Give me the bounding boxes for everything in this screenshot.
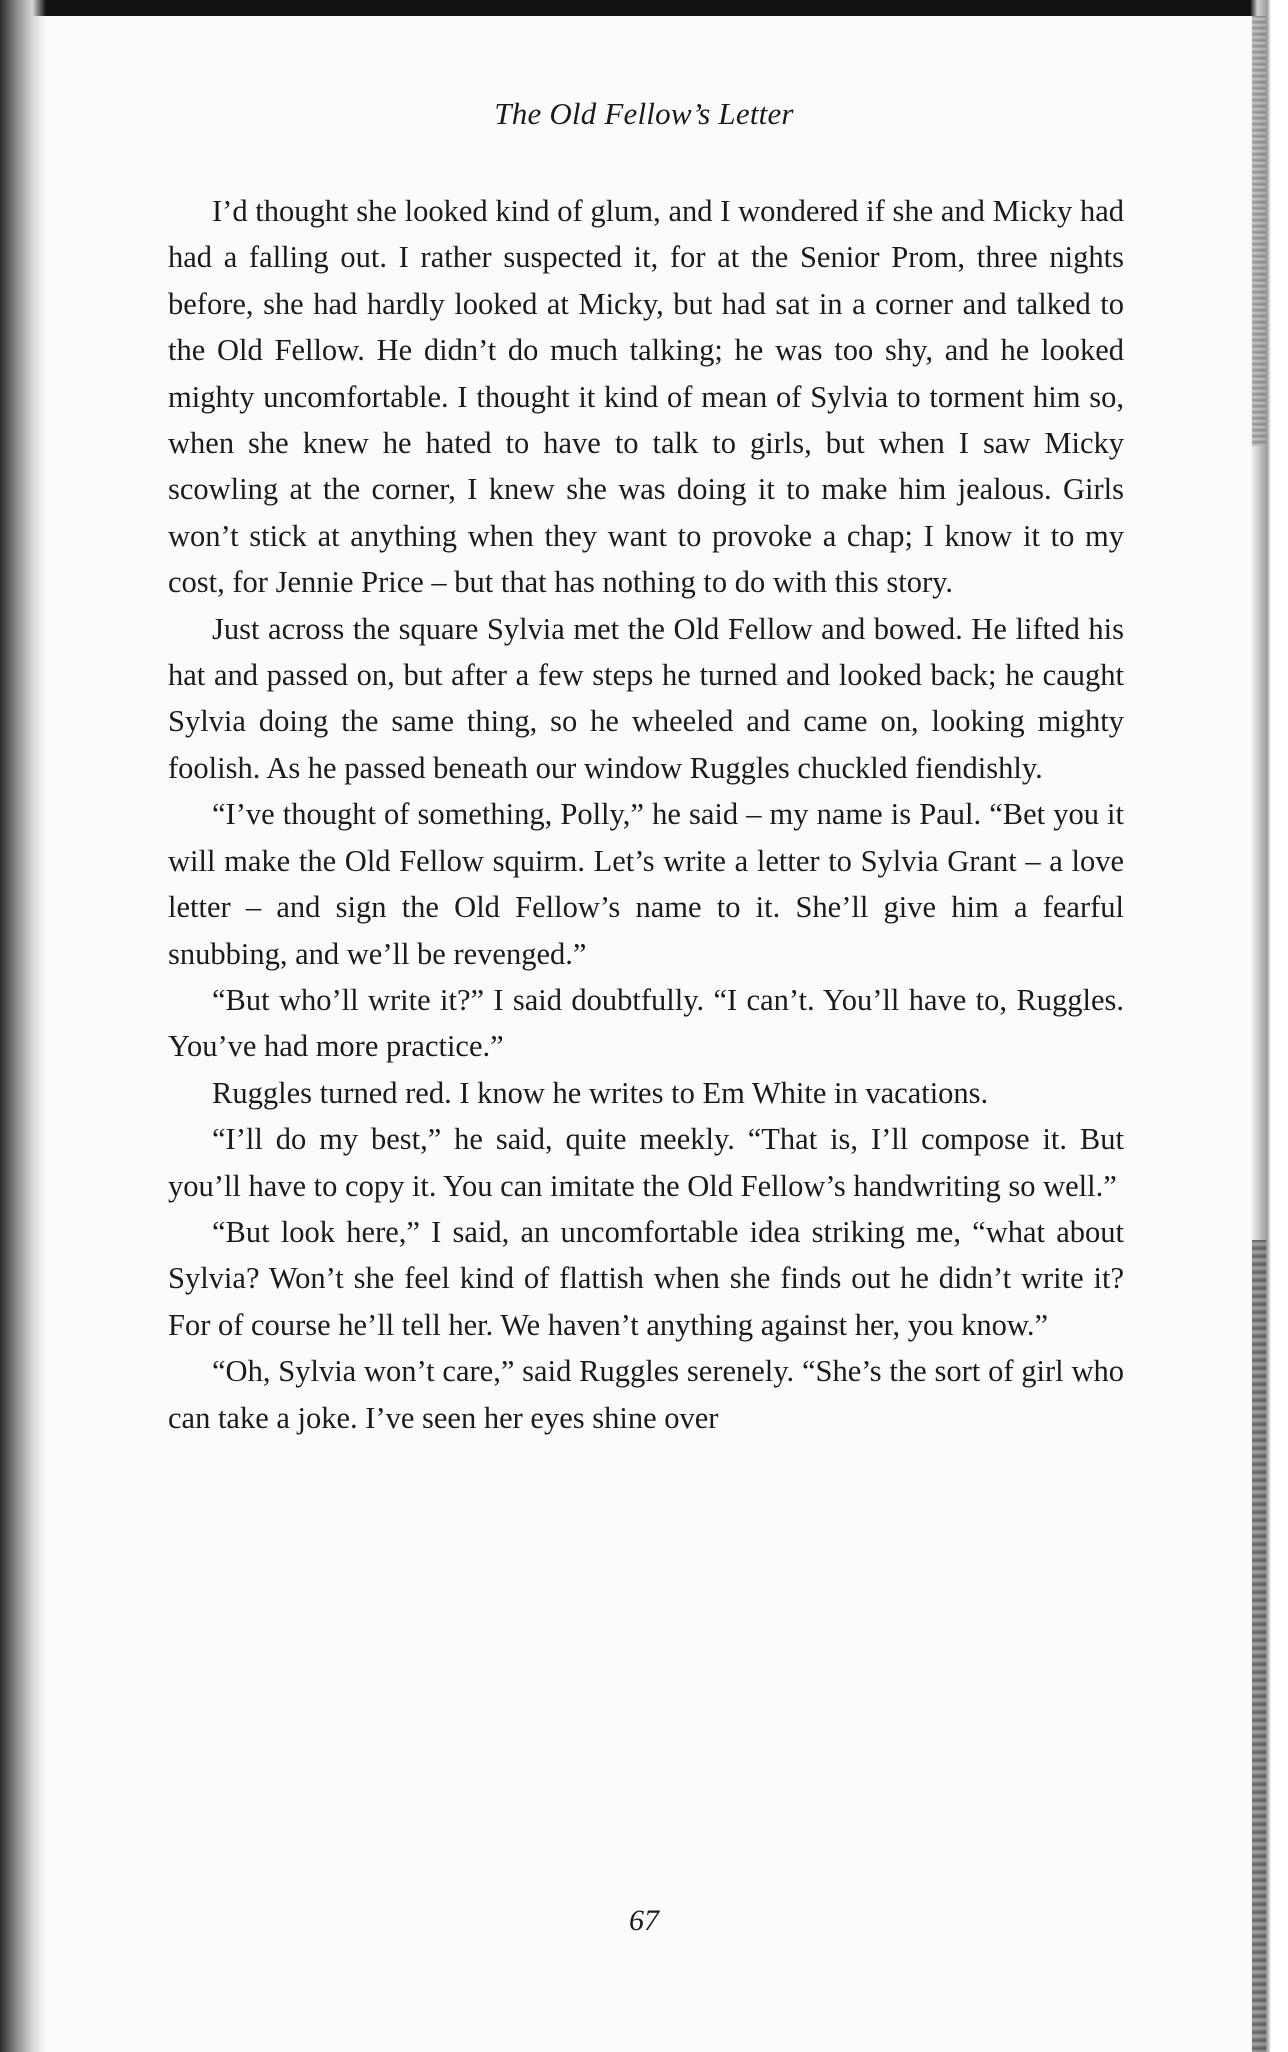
body-text [168, 188, 1124, 1441]
paragraph-8: “Oh, Sylvia won’t care,” said Ruggles serenely. “She’s the sort of girl who can take a joke. I’ve seen her eyes shine over [168, 1354, 1124, 1435]
paragraph-2: Just across the square Sylvia met the Old Fellow and bowed. He lifted his hat and passed on, but after a few steps he turned and looked back; he caught Sylvia doing the same thing, so he wheeled and came on, looking mighty foolish. As he passed beneath our window Ruggles chuckled fiendishly. [168, 611, 1124, 785]
paragraph-6: “I’ll do my best,” he said, quite meekly. “That is, I’ll compose it. But you’ll have to copy it. You can imitate the Old Fellow’s handwriting so well.” [168, 1122, 1124, 1203]
scan-right-shadow-upper [1252, 16, 1266, 446]
scan-top-edge [0, 0, 1288, 16]
paragraph-4: “But who’ll write it?” I said doubtfully. “I can’t. You’ll have to, Ruggles. You’ve had more practice.” [168, 982, 1124, 1064]
paragraph-1: I’d thought she looked kind of glum, and I wondered if she and Micky had had a falling out. I rather suspected it, for at the Senior Prom, three nights before, she had hardly looked at Micky, but had sat in a corner and talked to the Old Fellow. He didn’t do much talking; he was too shy, and he looked mighty uncomfortable. I thought it kind of mean of Sylvia to torment him so, when she knew he hated to have to talk to girls, but when I saw Micky scowling at the corner, I knew she was doing it to make him jealous. Girls won’t stick at anything when they want to provoke a chap; I know it to my cost, for Jennie Price – but that has nothing to do with this story. [168, 194, 1124, 600]
paragraph-7: “But look here,” I said, an uncomfortable idea striking me, “what about Sylvia? Won’t she feel kind of flattish when she finds out he didn’t write it? For of course he’ll tell her. We haven’t anything against her, you know.” [168, 1214, 1124, 1342]
paragraph-5: Ruggles turned red. I know he writes to Em White in vacations. [212, 1075, 989, 1110]
running-head: The Old Fellow’s Letter [494, 96, 794, 131]
scan-left-edge [0, 0, 46, 2052]
page-number: 67 [629, 1904, 659, 1937]
paragraph-3: “I’ve thought of something, Polly,” he said – my name is Paul. “Bet you it will make the Old Fellow squirm. Let’s write a letter to Sylvia Grant – a love letter – and sign the Old Fellow’s name to it. She’ll give him a fearful snubbing, and we’ll be revenged.” [168, 797, 1124, 971]
